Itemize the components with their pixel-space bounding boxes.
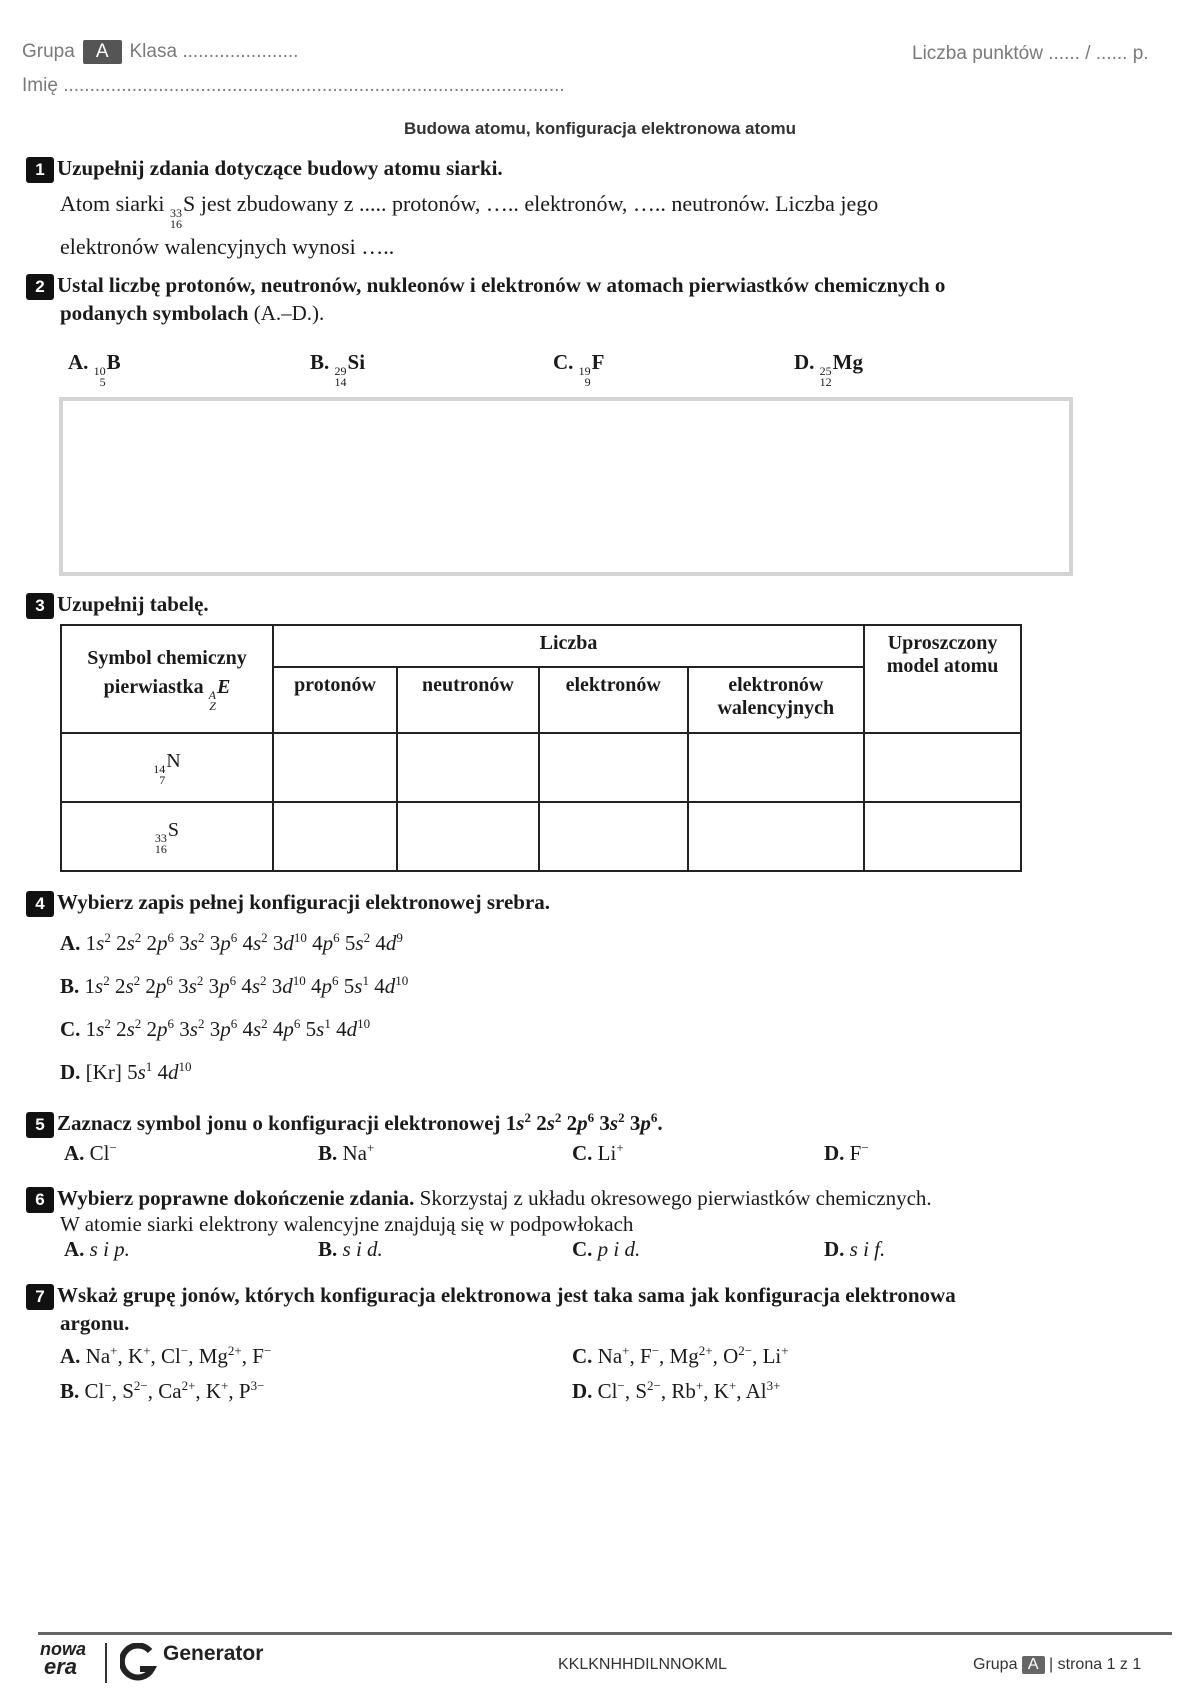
page-title: Budowa atomu, konfiguracja elektronowa atomu bbox=[404, 119, 796, 138]
footer-group-badge: A bbox=[1022, 1656, 1045, 1674]
task-7-option-c[interactable]: C. Na+, F−, $Mg^{2+}$, $O^{2-}$, Li+ bbox=[572, 1343, 789, 1368]
task-2-option-d: D. 25 12 Mg bbox=[794, 350, 863, 389]
table-cell[interactable] bbox=[864, 733, 1021, 802]
task-2-text-line2: podanych symbolach bbox=[60, 301, 249, 326]
task-5-option-d[interactable]: D. F− bbox=[824, 1140, 869, 1165]
task-4-option-a[interactable]: A. $1s^2$ $2s^2$ $2p^6$ $3s^2$ $3p^6$ $4s^2$ $3d^{10}$ $4p^6$ $5s^2$ $4d^9$ bbox=[60, 930, 403, 955]
logo-separator bbox=[105, 1643, 107, 1683]
task-2-question bbox=[26, 272, 1146, 326]
task-1-body bbox=[60, 187, 1160, 263]
table-row-symbol-n: 14 7 N bbox=[61, 733, 273, 802]
task-5-text: Zaznacz symbol jonu o konfiguracji elektronowej bbox=[57, 1111, 501, 1135]
table-cell[interactable] bbox=[397, 802, 539, 871]
sulfur-nuclide: 33 16 bbox=[170, 206, 182, 231]
table-cell[interactable] bbox=[539, 802, 688, 871]
task-4-text: Wybierz zapis pełnej konfiguracji elektronowej srebra. bbox=[57, 890, 551, 914]
task-7-question bbox=[26, 1282, 1166, 1336]
sulfur-symbol: S bbox=[183, 191, 196, 216]
task-6-option-d[interactable]: D. s i f. bbox=[824, 1237, 886, 1261]
table-header-valence: elektronów walencyjnych bbox=[688, 667, 865, 733]
class-label: Klasa bbox=[129, 41, 178, 62]
header-group-line bbox=[22, 40, 298, 64]
footer-page-info bbox=[973, 1656, 1141, 1674]
task-2-number: 2 bbox=[26, 274, 54, 300]
table-cell[interactable] bbox=[273, 802, 397, 871]
footer-divider bbox=[38, 1632, 1172, 1635]
task-5-number: 5 bbox=[26, 1112, 54, 1138]
task-6-option-c[interactable]: C. p i d. bbox=[572, 1237, 641, 1261]
task-6-sentence: W atomie siarki elektrony walencyjne znajdują się w podpowłokach bbox=[60, 1212, 634, 1236]
table-cell[interactable] bbox=[864, 802, 1021, 871]
task-4-question bbox=[26, 889, 550, 917]
task-4-option-d[interactable]: D. [Kr] $5s^1$ $4d^{10}$ bbox=[60, 1059, 192, 1084]
task-2-text-line2-norm: (A.–D.). bbox=[253, 301, 325, 326]
table-row-symbol-s: 33 16 S bbox=[61, 802, 273, 871]
table-cell[interactable] bbox=[273, 733, 397, 802]
task-1-line1-pre: Atom siarki bbox=[60, 191, 165, 216]
task-3-number: 3 bbox=[26, 593, 54, 619]
table-cell[interactable] bbox=[397, 733, 539, 802]
group-label: Grupa bbox=[22, 41, 75, 62]
task-7-option-b[interactable]: B. Cl−, $S^{2-}$, $Ca^{2+}$, K+, $P^{3-}$ bbox=[60, 1378, 265, 1403]
task-1-line1-post: jest zbudowany z ..... protonów, ….. elektronów, ….. neutronów. Liczba jego bbox=[200, 191, 879, 216]
task-6-text-bold: Wybierz poprawne dokończenie zdania. bbox=[57, 1186, 415, 1210]
task-2-option-c: C. 19 9 F bbox=[553, 350, 605, 389]
footer-page-number: | strona 1 z 1 bbox=[1049, 1656, 1142, 1673]
name-label: Imię bbox=[22, 75, 58, 96]
table-row bbox=[61, 802, 1021, 871]
generator-label: Generator bbox=[163, 1642, 264, 1665]
task-4-number: 4 bbox=[26, 891, 54, 917]
task-5-option-a[interactable]: A. Cl− bbox=[64, 1140, 117, 1165]
table-row bbox=[61, 733, 1021, 802]
task-7-number: 7 bbox=[26, 1284, 54, 1310]
task-2-option-b: B. 29 14 Si bbox=[310, 350, 366, 389]
task-4-option-c[interactable]: C. $1s^2$ $2s^2$ $2p^6$ $3s^2$ $3p^6$ $4s^2$ $4p^6$ $5s^1$ $4d^{10}$ bbox=[60, 1016, 371, 1041]
name-line bbox=[22, 75, 565, 97]
task-7-option-d[interactable]: D. Cl−, $S^{2-}$, Rb+, K+, $Al^{3+}$ bbox=[572, 1378, 781, 1403]
name-field[interactable]: ............................................................................................... bbox=[63, 75, 565, 96]
task-3-question bbox=[26, 591, 209, 619]
task-1-text: Uzupełnij zdania dotyczące budowy atomu siarki. bbox=[57, 156, 503, 180]
points-label: Liczba punktów bbox=[912, 43, 1043, 64]
table-header-protons: protonów bbox=[273, 667, 397, 733]
task-2-text-line1: Ustal liczbę protonów, neutronów, nukleonów i elektronów w atomach pierwiastków chemicznych o bbox=[57, 273, 946, 297]
task-7-text-line2: argonu. bbox=[60, 1311, 130, 1336]
task-3-table bbox=[60, 624, 1022, 872]
task-6-option-a[interactable]: A. s i p. bbox=[64, 1237, 130, 1261]
task-5-question: 5 Zaznacz symbol jonu o konfiguracji elektronowej $1s^2$ $2s^2$ $2p^6$ $3s^2$ $3p^6$. bbox=[26, 1105, 663, 1138]
task-2-answer-box[interactable] bbox=[59, 397, 1073, 576]
table-header-neutrons: neutronów bbox=[397, 667, 539, 733]
task-6-question bbox=[26, 1185, 1166, 1213]
table-cell[interactable] bbox=[688, 802, 865, 871]
task-5-option-b[interactable]: B. Na+ bbox=[318, 1140, 375, 1165]
points-line bbox=[912, 43, 1149, 65]
table-header-liczba: Liczba bbox=[273, 625, 864, 667]
task-1-line2: elektronów walencyjnych wynosi ….. bbox=[60, 234, 395, 259]
task-1-number: 1 bbox=[26, 157, 54, 183]
task-4-option-b[interactable]: B. $1s^2$ $2s^2$ $2p^6$ $3s^2$ $3p^6$ $4s^2$ $3d^{10}$ $4p^6$ $5s^1$ $4d^{10}$ bbox=[60, 973, 409, 998]
points-field[interactable]: ...... / ...... p. bbox=[1048, 43, 1149, 64]
generator-logo bbox=[120, 1643, 158, 1688]
task-5-option-c[interactable]: C. Li+ bbox=[572, 1140, 624, 1165]
table-header-electrons: elektronów bbox=[539, 667, 688, 733]
generator-g-icon bbox=[120, 1643, 158, 1683]
task-7-text-line1: Wskaż grupę jonów, których konfiguracja elektronowa jest taka sama jak konfiguracja elektronowa bbox=[57, 1283, 956, 1307]
task-7-option-a[interactable]: A. Na+, K+, Cl−, $Mg^{2+}$, F− bbox=[60, 1343, 272, 1368]
task-6-option-b[interactable]: B. s i d. bbox=[318, 1237, 383, 1261]
class-field[interactable]: ...................... bbox=[182, 41, 299, 62]
table-cell[interactable] bbox=[539, 733, 688, 802]
task-6-text-norm: Skorzystaj z układu okresowego pierwiastków chemicznych. bbox=[419, 1186, 932, 1210]
task-1-question bbox=[26, 155, 503, 183]
document-code: KKLKNHHDILNNOKML bbox=[558, 1656, 727, 1673]
task-2-option-a: A. 10 5 B bbox=[68, 350, 121, 389]
task-6-number: 6 bbox=[26, 1187, 54, 1213]
group-badge: A bbox=[83, 40, 122, 64]
nowa-era-logo: nowa era bbox=[40, 1639, 87, 1679]
table-cell[interactable] bbox=[688, 733, 865, 802]
task-3-text: Uzupełnij tabelę. bbox=[57, 592, 209, 616]
footer-group-label: Grupa bbox=[973, 1656, 1018, 1673]
table-header-model: Uproszczony model atomu bbox=[864, 625, 1021, 733]
table-header-symbol: Symbol chemiczny pierwiastka A Z E bbox=[61, 625, 273, 733]
